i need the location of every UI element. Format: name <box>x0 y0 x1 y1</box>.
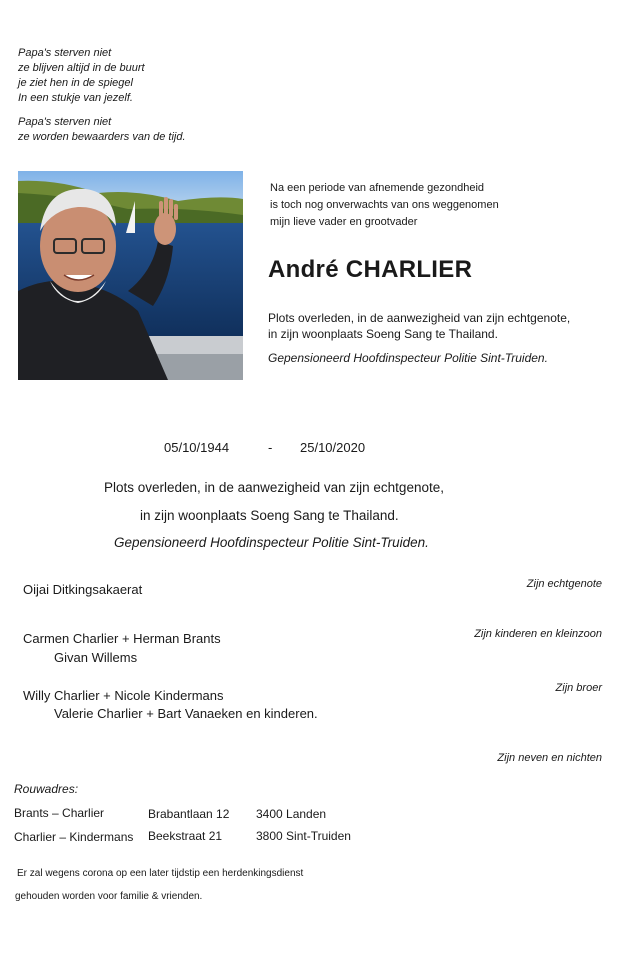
address-city: 3400 Landen <box>256 807 327 821</box>
address-family: Brants – Charlier <box>14 806 105 820</box>
corona-note-line-1: Er zal wegens corona op een later tijdstip een herdenkingsdienst <box>17 868 304 879</box>
relative-label: Zijn echtgenote <box>526 578 602 590</box>
poem-stanza-1 <box>18 46 145 106</box>
address-heading: Rouwadres: <box>14 782 79 796</box>
poem-line: In een stukje van jezelf. <box>18 92 133 104</box>
address-street: Brabantlaan 12 <box>148 807 230 821</box>
death-date: 25/10/2020 <box>300 440 366 455</box>
center-info-line-3: Gepensioneerd Hoofdinspecteur Politie Sint-Truiden. <box>114 535 429 550</box>
retired-title: Gepensioneerd Hoofdinspecteur Politie Sint-Truiden. <box>268 351 548 365</box>
intro-line: mijn lieve vader en grootvader <box>270 216 418 228</box>
intro-text <box>270 180 499 231</box>
portrait-photo <box>18 171 243 380</box>
relative-name: Oijai Ditkingsakaerat <box>23 582 143 597</box>
corona-note-line-2: gehouden worden voor familie & vrienden. <box>15 891 203 902</box>
poem-line: ze worden bewaarders van de tijd. <box>18 131 186 143</box>
death-info-line: in zijn woonplaats Soeng Sang te Thailand. <box>268 327 498 341</box>
center-info-line-2: in zijn woonplaats Soeng Sang te Thailand. <box>140 508 399 523</box>
relative-label: Zijn kinderen en kleinzoon <box>474 628 602 640</box>
poem-stanza-2 <box>18 115 186 145</box>
death-info <box>268 310 570 342</box>
intro-line: Na een periode van afnemende gezondheid <box>270 182 485 194</box>
date-separator: - <box>268 440 273 455</box>
address-family: Charlier – Kindermans <box>14 830 134 844</box>
poem-line: ze blijven altijd in de buurt <box>18 62 145 74</box>
relative-label: Zijn neven en nichten <box>497 752 602 764</box>
death-info-line: Plots overleden, in de aanwezigheid van zijn echtgenote, <box>268 311 571 325</box>
address-street: Beekstraat 21 <box>148 829 223 843</box>
birth-date: 05/10/1944 <box>164 440 230 455</box>
poem-line: Papa's sterven niet <box>18 47 112 59</box>
relative-name: Willy Charlier + Nicole Kindermans <box>23 688 224 703</box>
poem-line: Papa's sterven niet <box>18 116 112 128</box>
relative-name: Carmen Charlier + Herman Brants <box>23 631 221 646</box>
relative-name: Valerie Charlier + Bart Vanaeken en kinderen. <box>54 706 318 721</box>
address-city: 3800 Sint-Truiden <box>256 829 351 843</box>
intro-line: is toch nog onverwachts van ons weggenomen <box>270 199 499 211</box>
relative-name: Givan Willems <box>54 650 138 665</box>
center-info-line-1: Plots overleden, in de aanwezigheid van zijn echtgenote, <box>104 480 444 495</box>
poem-line: je ziet hen in de spiegel <box>18 77 133 89</box>
deceased-name: André CHARLIER <box>268 256 473 283</box>
relative-label: Zijn broer <box>555 682 602 694</box>
